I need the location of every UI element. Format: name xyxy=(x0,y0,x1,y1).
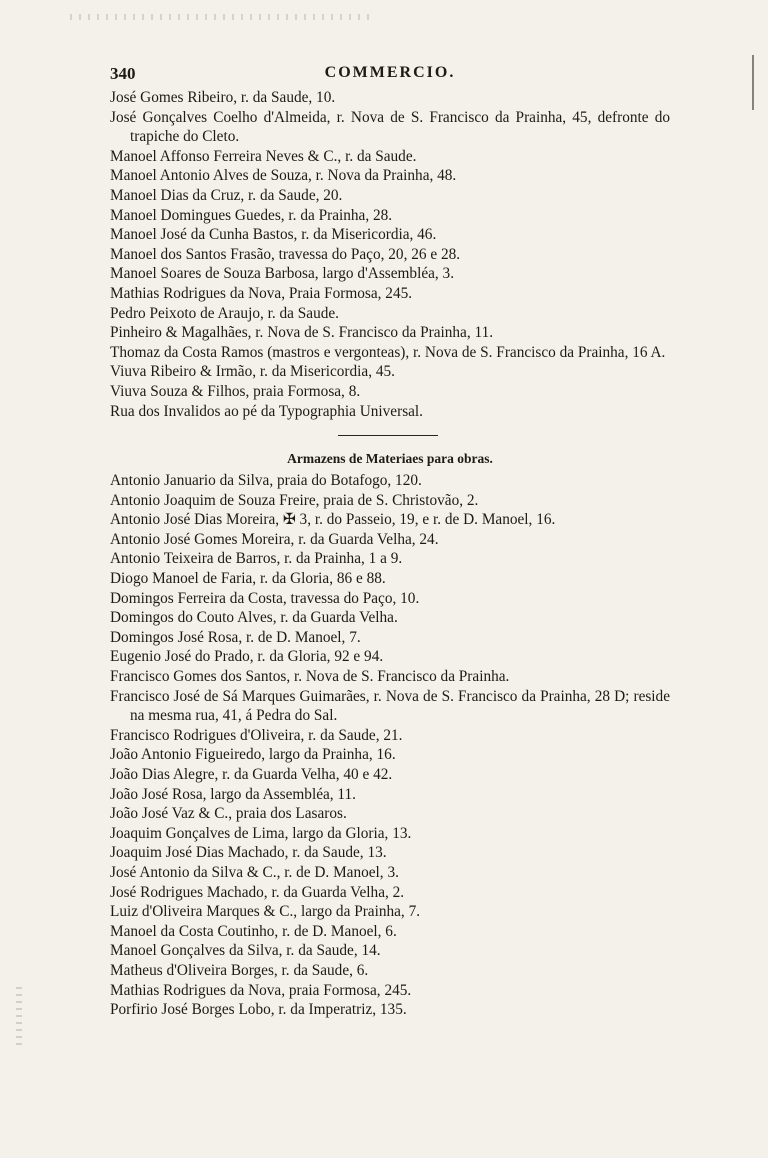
list-item: Viuva Ribeiro & Irmão, r. da Misericordia, 45. xyxy=(110,363,395,381)
list-item: Francisco Rodrigues d'Oliveira, r. da Saude, 21. xyxy=(110,726,403,744)
list-item: Thomaz da Costa Ramos (mastros e vergonteas), r. Nova de S. Francisco da Prainha, 16 A. xyxy=(110,343,666,361)
list-item: José Antonio da Silva & C., r. de D. Manoel, 3. xyxy=(110,863,399,881)
list-item: Porfirio José Borges Lobo, r. da Imperatriz, 135. xyxy=(110,1001,407,1019)
list-item: Domingos Ferreira da Costa, travessa do Paço, 10. xyxy=(110,589,420,607)
list-item: Pinheiro & Magalhães, r. Nova de S. Francisco da Prainha, 11. xyxy=(110,324,494,342)
merchant-list xyxy=(110,88,670,421)
list-item: Francisco José de Sá Marques Guimarães, r. Nova de S. Francisco da Prainha, 28 D; reside na mesma rua, 41, á Pedra do Sal. xyxy=(110,687,670,725)
scan-artifact-right xyxy=(752,55,754,110)
scan-artifact-left xyxy=(16,985,22,1045)
materials-warehouse-list xyxy=(110,471,670,1020)
list-item: Antonio José Gomes Moreira, r. da Guarda Velha, 24. xyxy=(110,530,439,548)
list-item: João Antonio Figueiredo, largo da Prainha, 16. xyxy=(110,746,396,764)
list-item: Joaquim José Dias Machado, r. da Saude, 13. xyxy=(110,844,387,862)
scan-artifact-top xyxy=(70,14,370,20)
list-item: Manoel Affonso Ferreira Neves & C., r. da Saude. xyxy=(110,147,417,165)
list-item: Matheus d'Oliveira Borges, r. da Saude, 6. xyxy=(110,961,369,979)
list-item: Antonio Joaquim de Souza Freire, praia de S. Christovão, 2. xyxy=(110,491,479,509)
section-title: Armazens de Materiaes para obras. xyxy=(287,451,493,467)
page-number: 340 xyxy=(110,64,136,83)
list-item: Antonio José Dias Moreira, ✠ 3, r. do Passeio, 19, e r. de D. Manoel, 16. xyxy=(110,511,556,529)
list-item: Domingos do Couto Alves, r. da Guarda Velha. xyxy=(110,609,398,627)
running-head: COMMERCIO. xyxy=(324,64,456,81)
list-item: Manoel dos Santos Frasão, travessa do Paço, 20, 26 e 28. xyxy=(110,245,461,263)
list-item: Mathias Rodrigues da Nova, praia Formosa, 245. xyxy=(110,981,412,999)
list-item: Manoel Antonio Alves de Souza, r. Nova da Prainha, 48. xyxy=(110,167,457,185)
divider-rule xyxy=(338,435,438,436)
list-item: João José Rosa, largo da Assembléa, 11. xyxy=(110,785,356,803)
list-item: Rua dos Invalidos ao pé da Typographia Universal. xyxy=(110,402,424,420)
list-item: Manoel Domingues Guedes, r. da Prainha, 28. xyxy=(110,206,393,224)
list-item: Domingos José Rosa, r. de D. Manoel, 7. xyxy=(110,628,361,646)
section-divider xyxy=(110,421,670,449)
list-item: Pedro Peixoto de Araujo, r. da Saude. xyxy=(110,304,339,322)
list-item: João Dias Alegre, r. da Guarda Velha, 40 e 42. xyxy=(110,766,393,783)
list-item: Luiz d'Oliveira Marques & C., largo da Prainha, 7. xyxy=(110,903,421,921)
list-item: Joaquim Gonçalves de Lima, largo da Gloria, 13. xyxy=(110,824,412,842)
list-item: Diogo Manoel de Faria, r. da Gloria, 86 e 88. xyxy=(110,570,386,588)
list-item: Manoel Soares de Souza Barbosa, largo d'Assembléa, 3. xyxy=(110,265,455,283)
list-item: José Gomes Ribeiro, r. da Saude, 10. xyxy=(110,89,336,106)
list-item: Mathias Rodrigues da Nova, Praia Formosa, 245. xyxy=(110,284,413,302)
list-item: Manoel Gonçalves da Silva, r. da Saude, 14. xyxy=(110,942,381,960)
list-item: José Gonçalves Coelho d'Almeida, r. Nova de S. Francisco da Prainha, 45, defronte do trapiche do Cleto. xyxy=(110,108,670,146)
list-item: João José Vaz & C., praia dos Lasaros. xyxy=(110,805,347,823)
list-item: Antonio Januario da Silva, praia do Botafogo, 120. xyxy=(110,472,422,490)
page-header xyxy=(110,62,670,88)
list-item: Eugenio José do Prado, r. da Gloria, 92 e 94. xyxy=(110,648,384,666)
list-item: Francisco Gomes dos Santos, r. Nova de S. Francisco da Prainha. xyxy=(110,668,510,686)
list-item: Viuva Souza & Filhos, praia Formosa, 8. xyxy=(110,382,361,400)
list-item: Manoel da Costa Coutinho, r. de D. Manoel, 6. xyxy=(110,922,397,940)
list-item: Manoel José da Cunha Bastos, r. da Misericordia, 46. xyxy=(110,226,437,244)
list-item: José Rodrigues Machado, r. da Guarda Velha, 2. xyxy=(110,883,405,901)
document-page xyxy=(110,62,670,1020)
list-item: Manoel Dias da Cruz, r. da Saude, 20. xyxy=(110,186,343,204)
list-item: Antonio Teixeira de Barros, r. da Prainha, 1 a 9. xyxy=(110,550,403,568)
